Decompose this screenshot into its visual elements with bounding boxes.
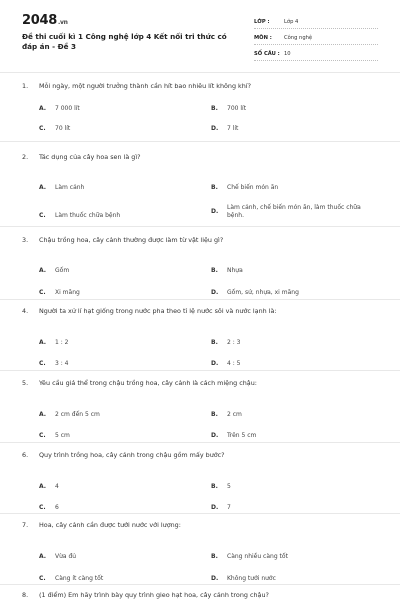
choice-b[interactable] (211, 553, 371, 561)
choice-letter: B. (211, 339, 218, 346)
choice-letter: D. (211, 504, 219, 511)
choice-c[interactable] (39, 432, 199, 440)
choice-d[interactable] (211, 360, 371, 368)
answer-choices (22, 530, 378, 582)
choice-text: 7 lít (227, 125, 239, 132)
choice-letter: A. (39, 483, 47, 490)
question-number: 3. (22, 236, 29, 244)
choice-text: Không tưới nước (227, 575, 276, 582)
question-number: 6. (22, 451, 29, 459)
question-text: Tác dụng của cây hoa sen là gì? (39, 153, 141, 161)
choice-d[interactable] (211, 204, 371, 220)
choice-text: 4 : 5 (227, 360, 241, 367)
answer-choices (22, 245, 378, 296)
choice-text: Làm thuốc chữa bệnh (55, 212, 121, 219)
choice-text: 70 lít (55, 125, 71, 132)
meta-value: 10 (284, 51, 291, 57)
divider (0, 299, 400, 300)
choice-c[interactable] (39, 360, 199, 368)
choice-text: Làm cảnh, chế biến món ăn, làm thuốc chữa bệnh. (227, 204, 361, 219)
choice-d[interactable] (211, 289, 371, 297)
question-text: Chậu trồng hoa, cây cảnh thường được làm từ vật liệu gì? (39, 236, 224, 244)
question-text: Yêu cầu giá thể trong chậu trồng hoa, cây cảnh là cách miệng chậu: (39, 379, 257, 387)
logo-sub-text: .vn (57, 19, 68, 26)
choice-text: Vừa đủ (55, 553, 77, 560)
choice-letter: B. (211, 553, 218, 560)
exam-meta (254, 13, 378, 61)
choice-b[interactable] (211, 105, 371, 113)
choice-text: Chế biến món ăn (227, 184, 279, 191)
choice-letter: B. (211, 267, 218, 274)
choice-b[interactable] (211, 411, 371, 419)
choice-c[interactable] (39, 212, 199, 220)
choice-c[interactable] (39, 125, 199, 133)
choice-letter: C. (39, 360, 46, 367)
choice-text: Càng ít càng tốt (55, 575, 104, 582)
choice-text: 5 cm (55, 432, 70, 439)
choice-b[interactable] (211, 184, 371, 192)
meta-value: Lớp 4 (284, 19, 299, 25)
choice-d[interactable] (211, 432, 371, 440)
choice-a[interactable] (39, 553, 199, 561)
question-text: (1 điểm) Em hãy trình bày quy trình gieo hạt hoa, cây cảnh trong chậu? (39, 591, 269, 599)
question-text: Người ta xử lí hạt giống trong nước pha theo tỉ lệ nước sôi và nước lạnh là: (39, 307, 277, 315)
question-6 (22, 451, 378, 511)
choice-text: 7 (227, 504, 231, 511)
choice-a[interactable] (39, 105, 199, 113)
question-7 (22, 521, 378, 582)
question-number: 1. (22, 82, 29, 90)
meta-row-grade (254, 13, 378, 29)
question-number: 2. (22, 153, 29, 161)
choice-b[interactable] (211, 483, 371, 491)
choice-letter: D. (211, 360, 219, 367)
choice-letter: A. (39, 184, 47, 191)
document-title: Đề thi cuối kì 1 Công nghệ lớp 4 Kết nối tri thức có đáp án - Đề 3 (22, 32, 227, 51)
choice-letter: D. (211, 125, 219, 132)
choice-letter: D. (211, 208, 219, 215)
divider (0, 442, 400, 443)
answer-choices (22, 388, 378, 439)
answer-choices (22, 316, 378, 367)
divider (0, 584, 400, 585)
choice-text: 2 : 3 (227, 339, 241, 346)
answer-choices (22, 91, 378, 131)
choice-b[interactable] (211, 267, 371, 275)
choice-letter: C. (39, 212, 46, 219)
choice-letter: A. (39, 411, 47, 418)
choice-letter: C. (39, 432, 46, 439)
choice-text: 1 : 2 (55, 339, 69, 346)
divider (0, 513, 400, 514)
choice-text: 5 (227, 483, 231, 490)
choice-c[interactable] (39, 575, 199, 583)
choice-text: 4 (55, 483, 59, 490)
choice-b[interactable] (211, 339, 371, 347)
question-text: Hoa, cây cảnh cần được tưới nước với lượng: (39, 521, 181, 529)
choice-a[interactable] (39, 411, 199, 419)
question-1 (22, 82, 378, 131)
question-number: 4. (22, 307, 29, 315)
answer-choices (22, 460, 378, 511)
question-number: 8. (22, 591, 29, 599)
meta-label: SỐ CÂU : (254, 51, 280, 57)
choice-text: 2 cm (227, 411, 242, 418)
choice-text: Càng nhiều càng tốt (227, 553, 288, 560)
meta-row-question-count (254, 45, 378, 61)
choice-letter: B. (211, 483, 218, 490)
page-header (0, 0, 400, 64)
choice-text: Trên 5 cm (227, 432, 257, 439)
choice-a[interactable] (39, 339, 199, 347)
meta-label: LỚP : (254, 19, 270, 25)
question-number: 7. (22, 521, 29, 529)
choice-c[interactable] (39, 504, 199, 512)
logo-main-text: 2048 (22, 13, 57, 28)
question-4 (22, 307, 378, 367)
divider (0, 370, 400, 371)
choice-text: 3 : 4 (55, 360, 69, 367)
choice-text: Xi măng (55, 289, 80, 296)
choice-letter: C. (39, 504, 46, 511)
choice-c[interactable] (39, 289, 199, 297)
choice-letter: A. (39, 105, 47, 112)
meta-value: Công nghệ (284, 35, 313, 41)
answer-choices (22, 162, 378, 219)
question-2 (22, 153, 378, 219)
choice-text: 2 cm đến 5 cm (55, 411, 100, 418)
choice-text: Nhựa (227, 267, 243, 274)
choice-letter: D. (211, 575, 219, 582)
choice-text: 7 000 lít (55, 105, 80, 112)
choice-letter: B. (211, 105, 218, 112)
choice-d[interactable] (211, 125, 371, 133)
choice-text: Gốm (55, 267, 70, 274)
choice-letter: A. (39, 267, 47, 274)
choice-a[interactable] (39, 184, 199, 192)
choice-d[interactable] (211, 575, 371, 583)
choice-text: 6 (55, 504, 59, 511)
question-8 (22, 591, 378, 600)
choice-d[interactable] (211, 504, 371, 512)
meta-row-subject (254, 29, 378, 45)
question-text: Quy trình trồng hoa, cây cảnh trong chậu gồm mấy bước? (39, 451, 225, 459)
question-3 (22, 236, 378, 296)
choice-letter: C. (39, 125, 46, 132)
divider (0, 226, 400, 227)
divider (0, 72, 400, 73)
choice-text: Làm cảnh (55, 184, 85, 191)
choice-letter: A. (39, 339, 47, 346)
question-5 (22, 379, 378, 439)
meta-label: MÔN : (254, 35, 272, 41)
choice-letter: B. (211, 184, 218, 191)
divider (0, 141, 400, 142)
choice-a[interactable] (39, 267, 199, 275)
choice-text: 700 lít (227, 105, 247, 112)
question-number: 5. (22, 379, 29, 387)
choice-letter: D. (211, 432, 219, 439)
choice-letter: C. (39, 575, 46, 582)
site-logo[interactable] (22, 13, 68, 28)
choice-letter: C. (39, 289, 46, 296)
choice-a[interactable] (39, 483, 199, 491)
choice-text: Gốm, sứ, nhựa, xi măng (227, 289, 299, 296)
choice-letter: D. (211, 289, 219, 296)
choice-letter: B. (211, 411, 218, 418)
question-text: Mỗi ngày, một người trưởng thành cần hít bao nhiêu lít không khí? (39, 82, 251, 90)
choice-letter: A. (39, 553, 47, 560)
